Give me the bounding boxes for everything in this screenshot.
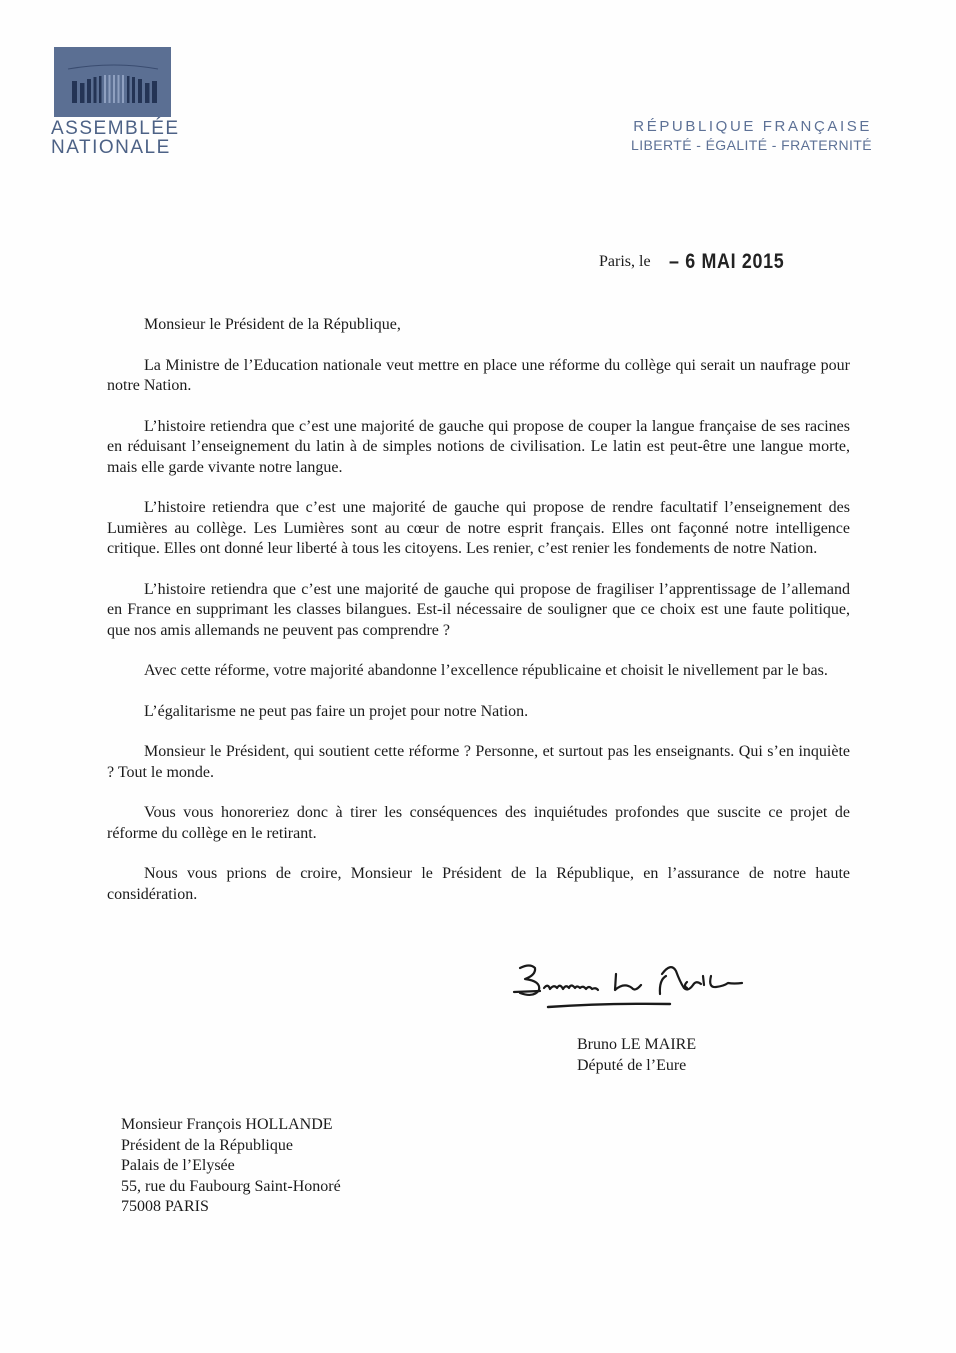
hemicycle-emblem-icon <box>54 47 171 117</box>
paragraph: L’histoire retiendra que c’est une majorité de gauche qui propose de couper la langue française de ses racines en réduisant l’enseignement du latin à de simples notions de civilisation. Le latin est peut-être une langue morte, mais elle garde vivante notre langue. <box>107 417 850 476</box>
logo-line-1: ASSEMBLÉE <box>51 118 180 139</box>
paragraph: L’histoire retiendra que c’est une majorité de gauche qui propose de rendre facultatif l’enseignement des Lumières au collège. Les Lumières sont au cœur de notre esprit français. Elles ont façonné notre intelligence critique. Elles ont donné leur liberté à tous les citoyens. Les renier, c’est renier les fondements de notre Nation. <box>107 499 850 557</box>
republique-motto: LIBERTÉ - ÉGALITÉ - FRATERNITÉ <box>631 137 872 153</box>
handwritten-signature <box>508 958 758 1025</box>
signer-block <box>577 1034 696 1076</box>
paragraph: Vous vous honoreriez donc à tirer les conséquences des inquiétudes profondes que suscite ce projet de réforme du collège en le retirant. <box>107 804 850 842</box>
recipient-line: Président de la République <box>121 1136 293 1154</box>
assemblee-nationale-logo <box>51 47 180 158</box>
recipient-address <box>121 1115 341 1218</box>
paragraph: L’histoire retiendra que c’est une majorité de gauche qui propose de fragiliser l’apprentissage de l’allemand en France en supprimant les classes bilangues. Est-il nécessaire de souligner que ce choix est une faute politique, que nos amis allemands ne peuvent pas comprendre ? <box>107 580 850 639</box>
signer-name: Bruno LE MAIRE <box>577 1036 697 1053</box>
recipient-line: 55, rue du Faubourg Saint-Honoré <box>121 1177 341 1195</box>
letter-body <box>107 315 850 925</box>
paragraph: Avec cette réforme, votre majorité abandonne l’excellence républicaine et choisit le nivellement par le bas. <box>144 662 828 679</box>
date-stamp: – 6 MAI 2015 <box>668 250 784 273</box>
paragraph: La Ministre de l’Education nationale veut mettre en place une réforme du collège qui serait un naufrage pour notre Nation. <box>107 356 850 394</box>
paragraph: Monsieur le Président, qui soutient cette réforme ? Personne, et surtout pas les enseignants. Qui s’en inquiète ? Tout le monde. <box>107 743 850 781</box>
date-prefix: Paris, le <box>599 253 651 270</box>
logo-wordmark <box>51 118 180 158</box>
republique-title: RÉPUBLIQUE FRANÇAISE <box>633 118 872 135</box>
republique-header <box>631 117 872 155</box>
paragraph: Nous vous prions de croire, Monsieur le Président de la République, en l’assurance de notre haute considération. <box>107 865 850 903</box>
recipient-line: Palais de l’Elysée <box>121 1157 235 1174</box>
recipient-line: 75008 PARIS <box>121 1198 209 1215</box>
salutation: Monsieur le Président de la République, <box>144 316 401 333</box>
logo-line-2: NATIONALE <box>51 137 171 158</box>
paragraph: L’égalitarisme ne peut pas faire un projet pour notre Nation. <box>144 702 529 720</box>
recipient-line: Monsieur François HOLLANDE <box>121 1116 333 1133</box>
signer-title: Député de l’Eure <box>577 1057 687 1074</box>
date-line <box>599 250 804 274</box>
